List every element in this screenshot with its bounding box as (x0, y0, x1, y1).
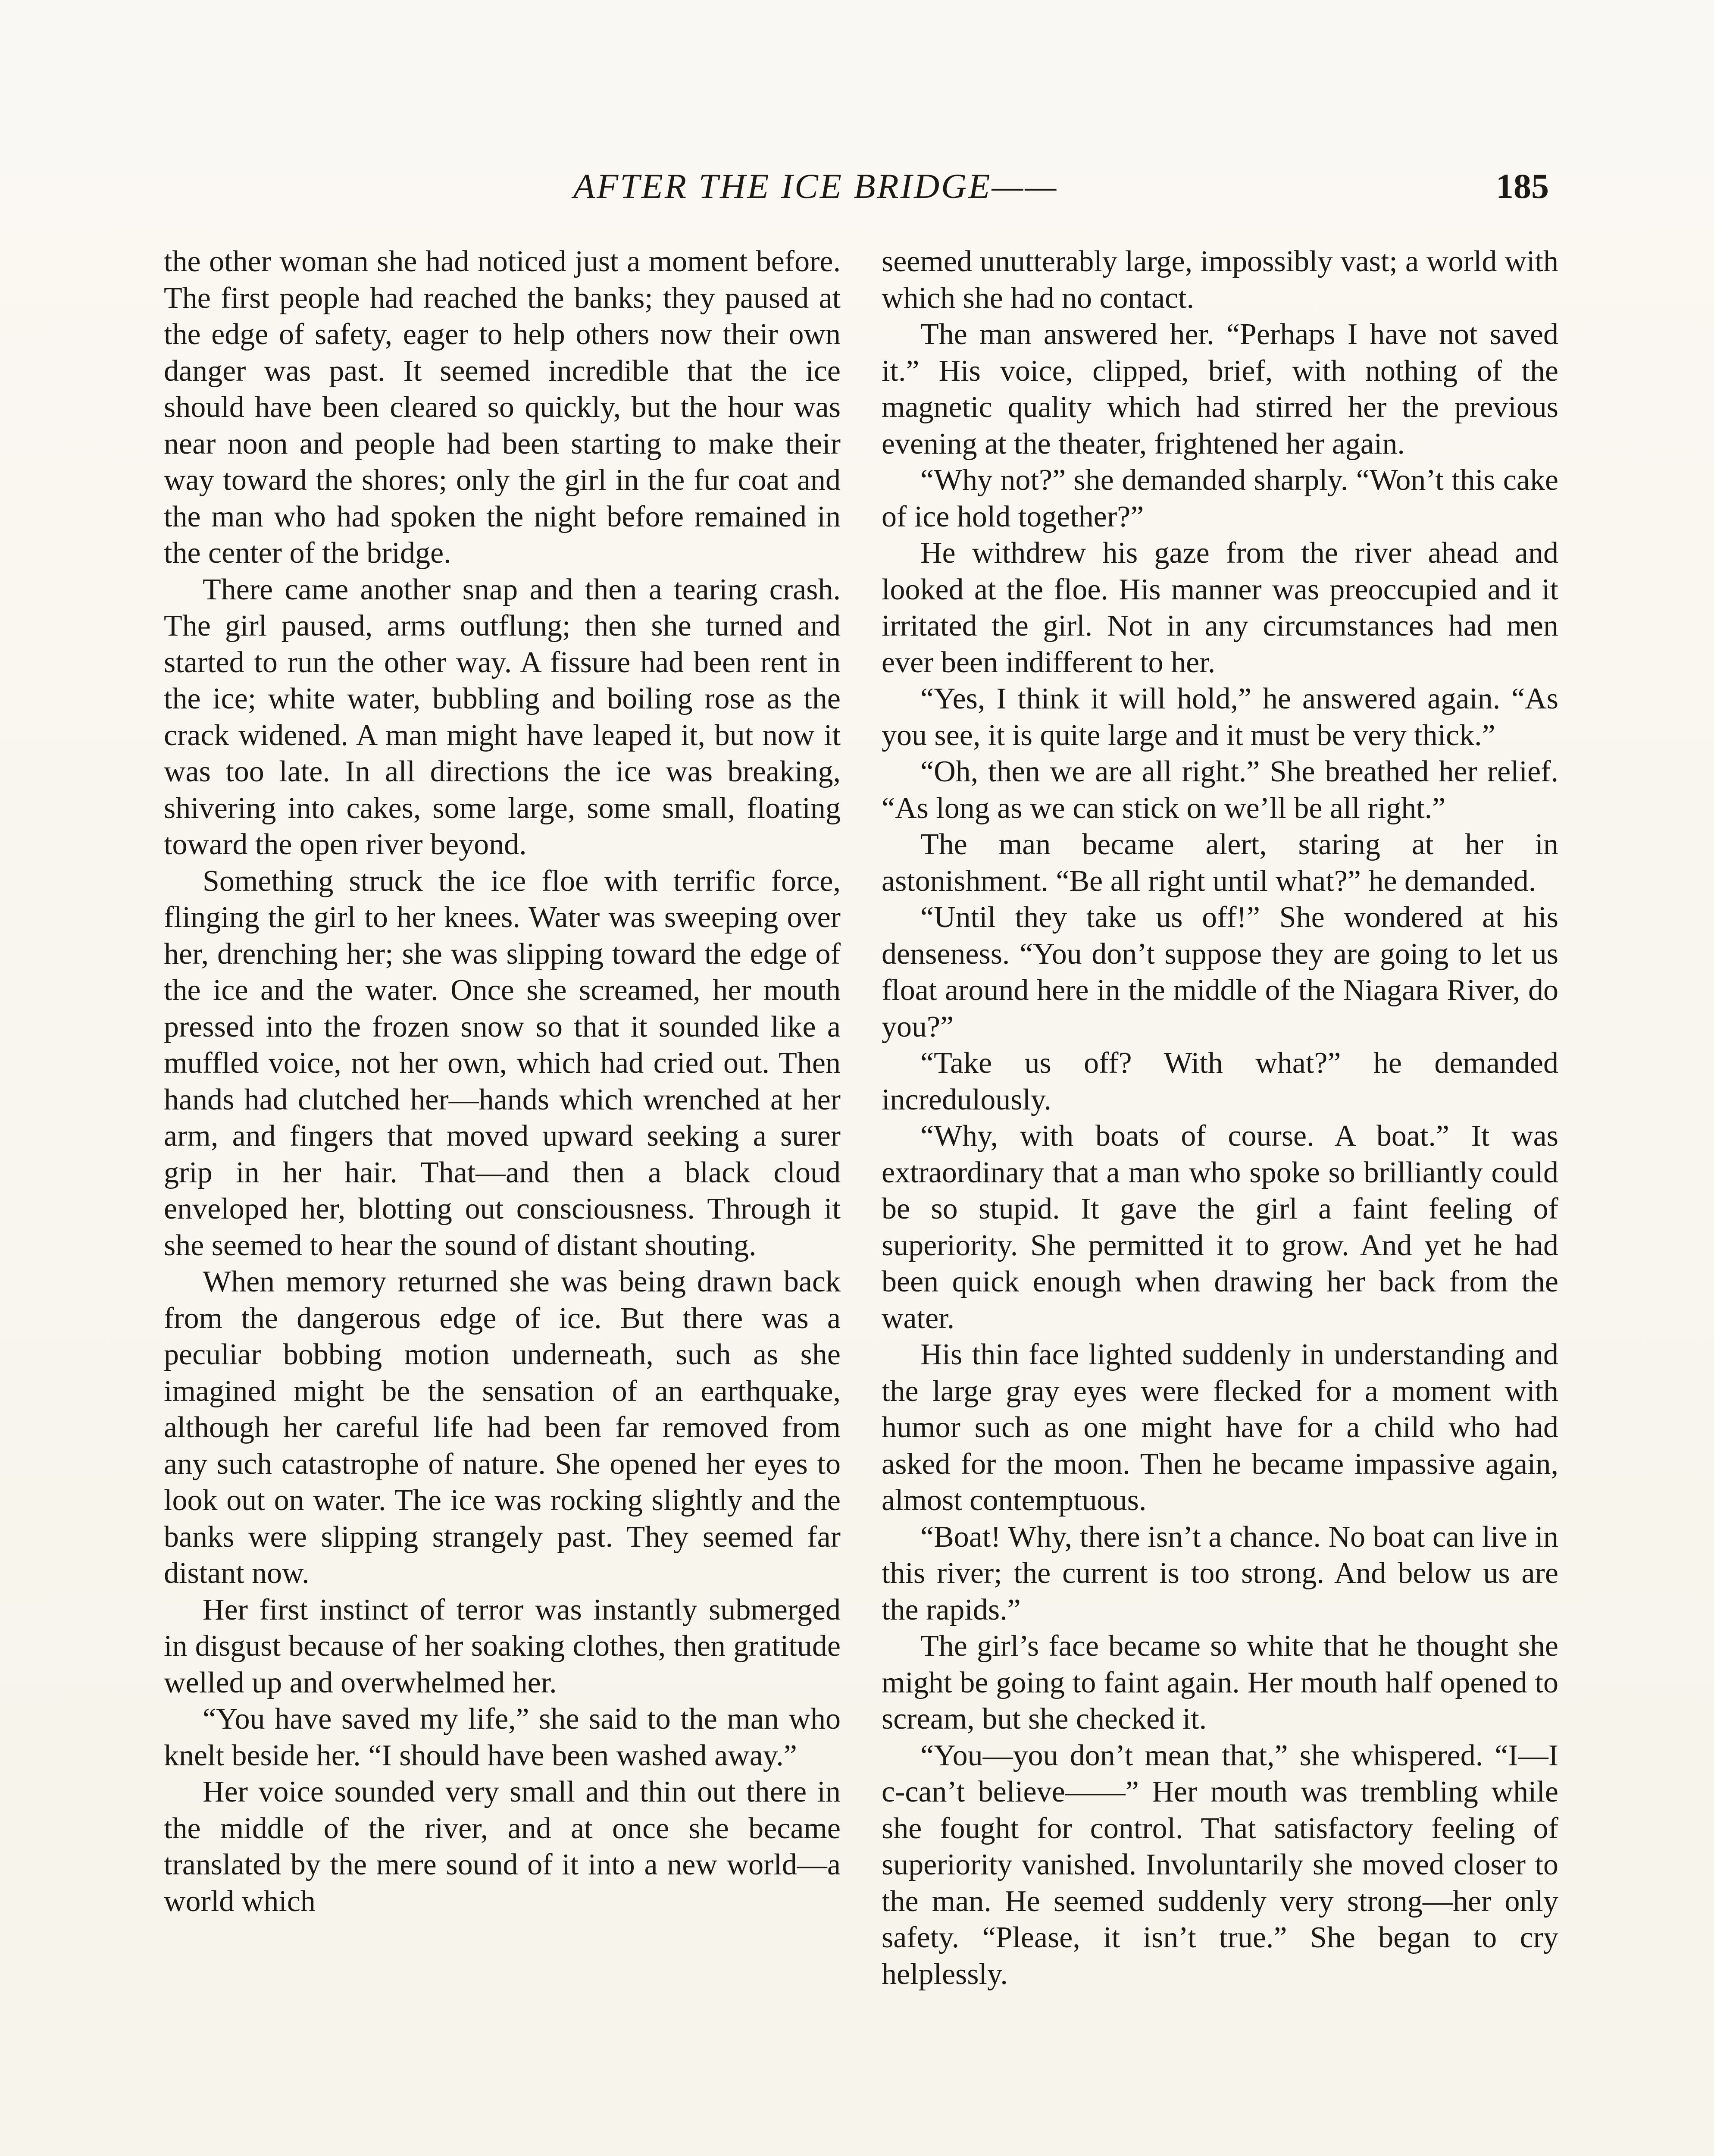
paragraph: The man became alert, staring at her in astonishment. “Be all right until what?” he demanded. (882, 828, 1558, 898)
page-number: 185 (1496, 166, 1549, 206)
paragraph: He withdrew his gaze from the river ahead and looked at the floe. His manner was preoccupied and it irritated the girl. Not in any circumstances had men ever been indifferent to her. (882, 536, 1558, 679)
paragraph: “Oh, then we are all right.” She breathed her relief. “As long as we can stick on we’ll be all right.” (882, 755, 1558, 825)
paragraph: “Why, with boats of course. A boat.” It was extraordinary that a man who spoke so brilliantly could be so stupid. It gave the girl a faint feeling of superiority. She permitted it to grow. And yet he had been quick enough when drawing her back from the water. (882, 1119, 1558, 1335)
paragraph: “Until they take us off!” She wondered at his denseness. “You don’t suppose they are going to let us float around here in the middle of the Niagara River, do you?” (882, 901, 1558, 1044)
paragraph: “Boat! Why, there isn’t a chance. No boat can live in this river; the current is too strong. And below us are the rapids.” (882, 1520, 1558, 1626)
paragraph: The girl’s face became so white that he thought she might be going to faint again. Her mouth half opened to scream, but she checked it. (882, 1630, 1558, 1736)
text-column-left (164, 244, 841, 1920)
paragraph: Something struck the ice floe with terrific force, flinging the girl to her knees. Water was sweeping over her, drenching her; she was slipping toward the edge of the ice and the water. Once she screamed, her mouth pressed into the frozen snow so that it sounded like a muffled voice, not her own, which had cried out. Then hands had clutched her—hands which wrenched at her arm, and fingers that moved upward seeking a surer grip in her hair. That—and then a black cloud enveloped her, blotting out consciousness. Through it she seemed to hear the sound of distant shouting. (164, 864, 841, 1262)
paragraph: “You have saved my life,” she said to the man who knelt beside her. “I should have been washed away.” (164, 1702, 841, 1772)
paragraph: “Yes, I think it will hold,” he answered again. “As you see, it is quite large and it must be very thick.” (882, 682, 1558, 752)
paragraph: Her first instinct of terror was instantly submerged in disgust because of her soaking clothes, then gratitude welled up and overwhelmed her. (164, 1593, 841, 1699)
text-column-right (882, 244, 1558, 1993)
paragraph: When memory returned she was being drawn back from the dangerous edge of ice. But there was a peculiar bobbing motion underneath, such as she imagined might be the sensation of an earthquake, although her careful life had been far removed from any such catastrophe of nature. She opened her eyes to look out on water. The ice was rocking slightly and the banks were slipping strangely past. They seemed far distant now. (164, 1265, 841, 1590)
paragraph: the other woman she had noticed just a moment before. The first people had reached the banks; they paused at the edge of safety, eager to help others now their own danger was past. It seemed incredible that the ice should have been cleared so quickly, but the hour was near noon and people had been starting to make their way toward the shores; only the girl in the fur coat and the man who had spoken the night before remained in the center of the bridge. (164, 245, 841, 570)
paragraph: “You—you don’t mean that,” she whispered. “I—I c-can’t believe——” Her mouth was trembling while she fought for control. That satisfactory feeling of superiority vanished. Involuntarily she moved closer to the man. He seemed suddenly very strong—her only safety. “Please, it isn’t true.” She began to cry helplessly. (882, 1739, 1558, 1991)
running-head-title: AFTER THE ICE BRIDGE—— (573, 166, 1058, 206)
paragraph: “Why not?” she demanded sharply. “Won’t this cake of ice hold together?” (882, 464, 1558, 533)
paragraph: There came another snap and then a tearing crash. The girl paused, arms outflung; then she turned and started to run the other way. A fissure had been rent in the ice; white water, bubbling and boiling rose as the crack widened. A man might have leaped it, but now it was too late. In all directions the ice was breaking, shivering into cakes, some large, some small, floating toward the open river beyond. (164, 573, 841, 861)
paragraph-continuation: seemed unutterably large, impossibly vast; a world with which she had no contact. (882, 245, 1558, 315)
paragraph: The man answered her. “Perhaps I have not saved it.” His voice, clipped, brief, with nothing of the magnetic quality which had stirred her the previous evening at the theater, frightened her again. (882, 318, 1558, 461)
paragraph: His thin face lighted suddenly in understanding and the large gray eyes were flecked for a moment with humor such as one might have for a child who had asked for the moon. Then he became impassive again, almost contemptuous. (882, 1338, 1558, 1517)
paragraph: “Take us off? With what?” he demanded incredulously. (882, 1047, 1558, 1116)
paragraph: Her voice sounded very small and thin out there in the middle of the river, and at once she became translated by the mere sound of it into a new world—a world which (164, 1775, 841, 1918)
